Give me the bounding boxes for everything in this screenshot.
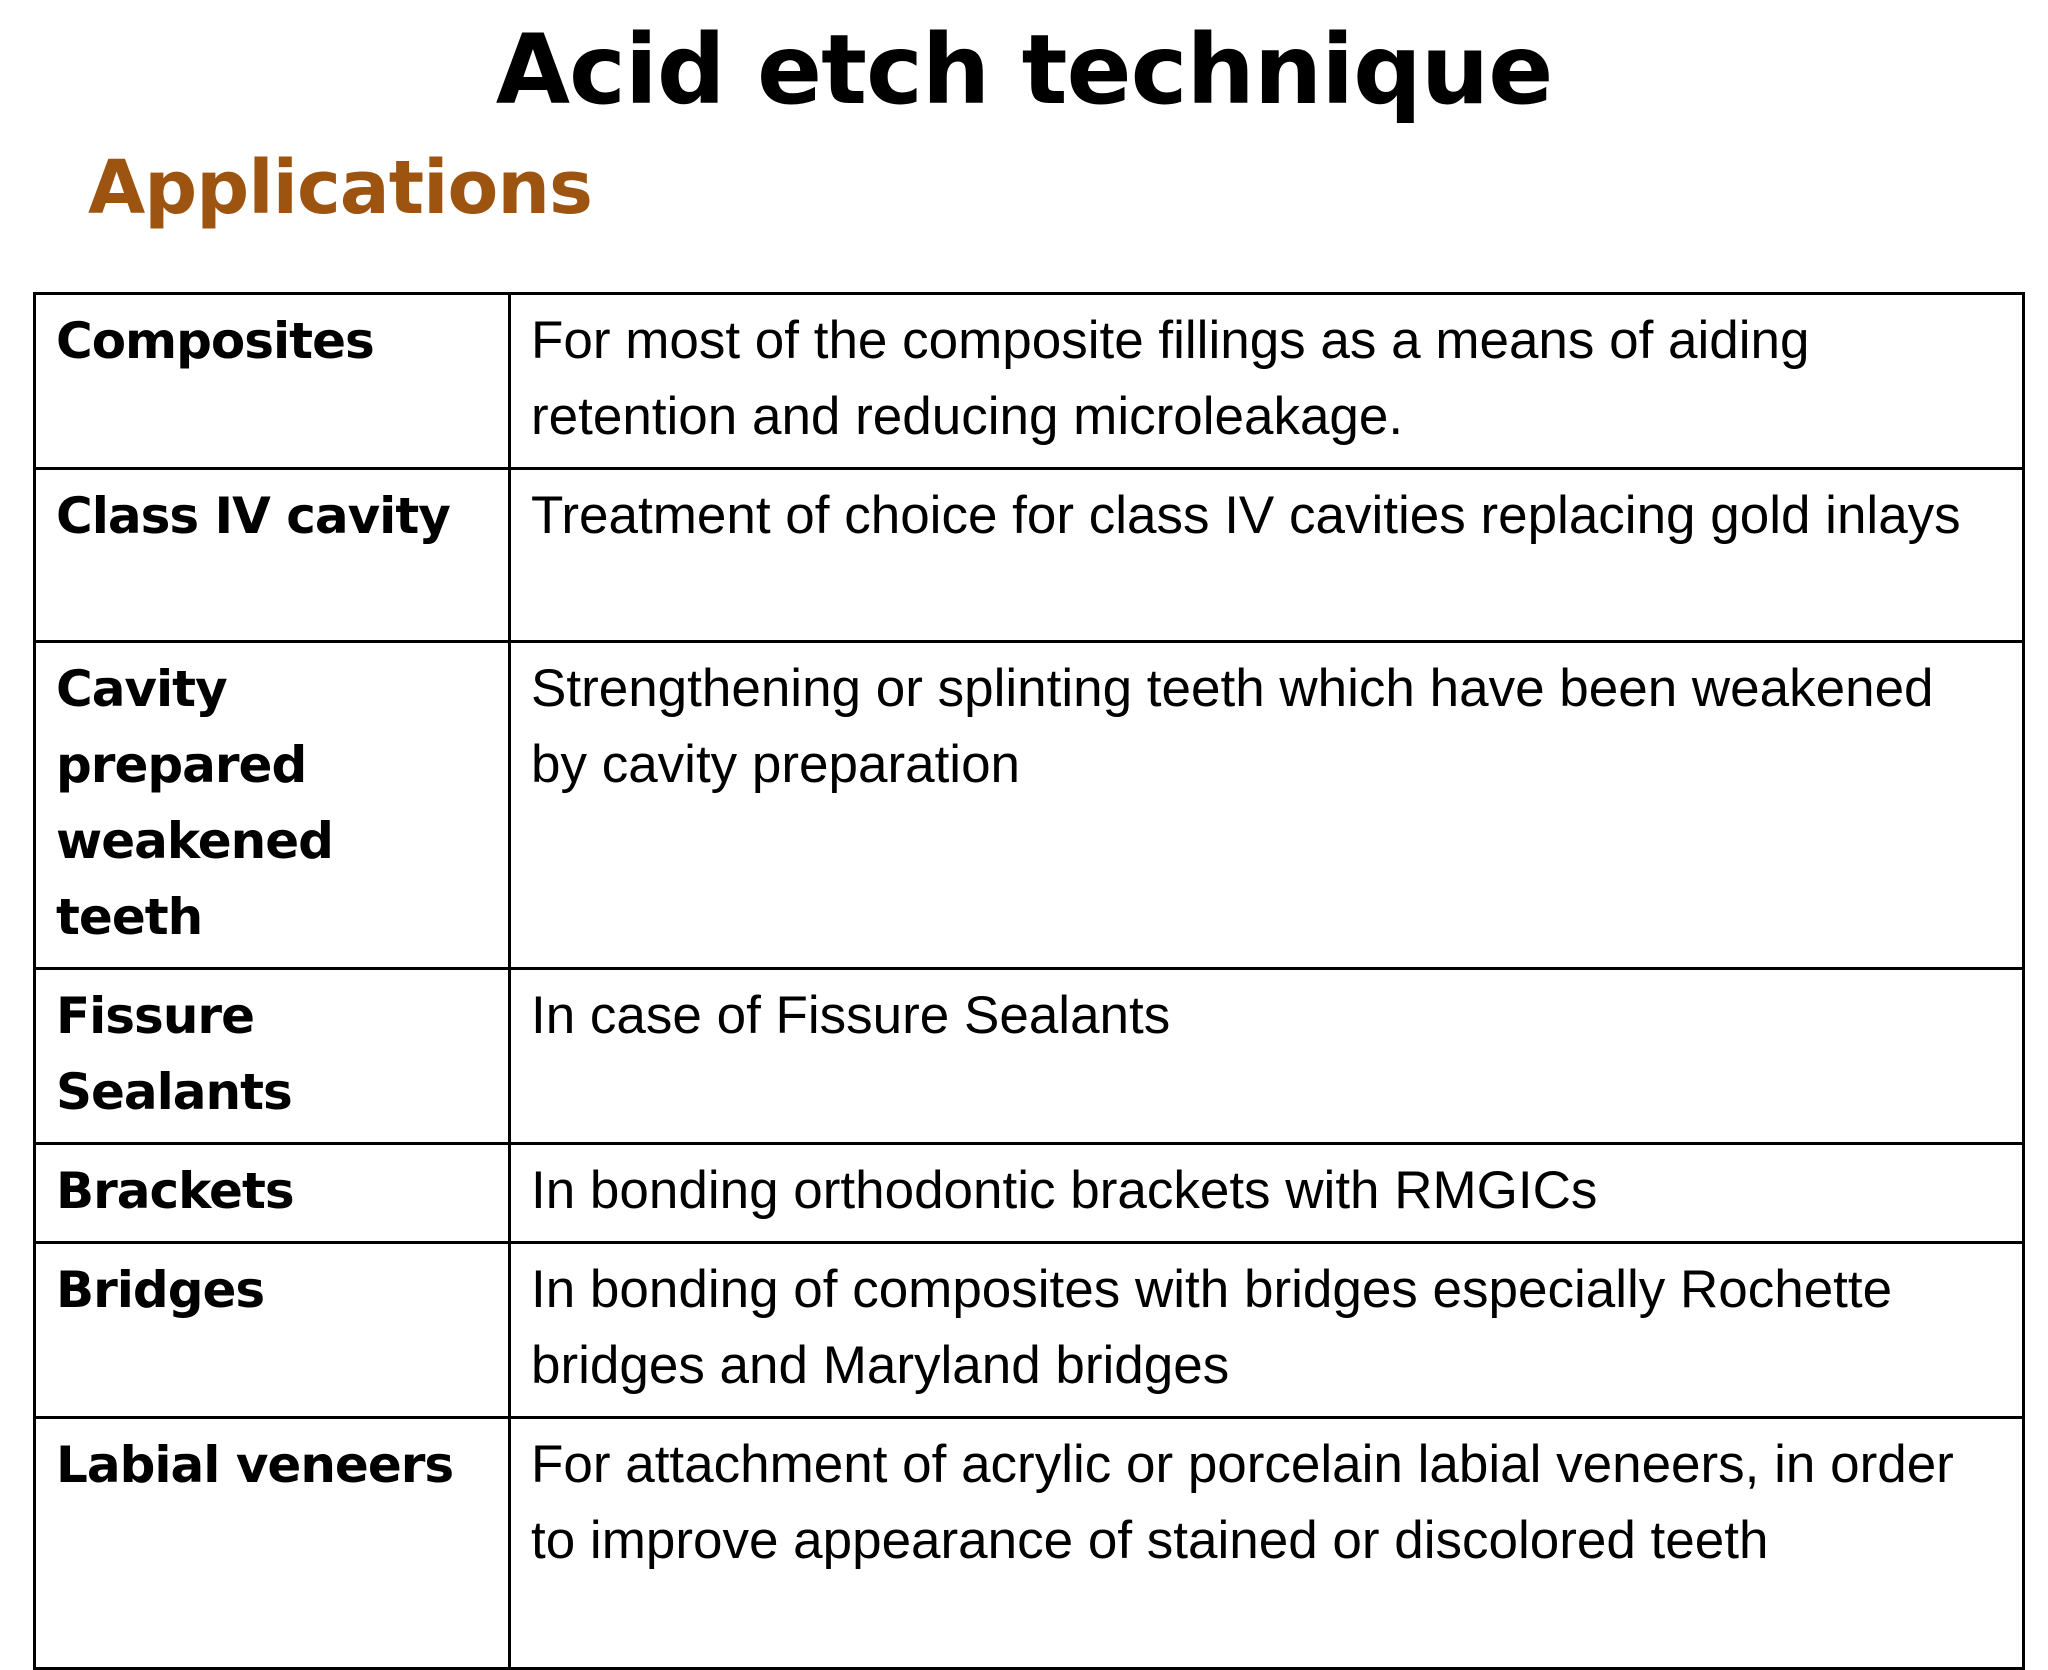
table-row	[35, 1418, 2024, 1669]
table-row	[35, 294, 2024, 469]
table-row	[35, 469, 2024, 642]
table-row	[35, 969, 2024, 1144]
description-cell: In bonding of composites with bridges especially Rochette bridges and Maryland bridges	[510, 1243, 2024, 1418]
description-cell: Treatment of choice for class IV cavities replacing gold inlays	[510, 469, 2024, 642]
description-cell: In case of Fissure Sealants	[510, 969, 2024, 1144]
table-row	[35, 1144, 2024, 1243]
description-cell: Strengthening or splinting teeth which have been weakened by cavity preparation	[510, 642, 2024, 969]
section-heading: Applications	[88, 145, 593, 231]
description-cell: For attachment of acrylic or porcelain labial veneers, in order to improve appearance of stained or discolored teeth	[510, 1418, 2024, 1669]
term-cell: Labial veneers	[35, 1418, 510, 1669]
table-row	[35, 1243, 2024, 1418]
slide-title: Acid etch technique	[495, 14, 1553, 126]
table-row	[35, 642, 2024, 969]
term-cell: Composites	[35, 294, 510, 469]
term-cell: Bridges	[35, 1243, 510, 1418]
applications-table	[33, 292, 2025, 1670]
description-cell: For most of the composite fillings as a means of aiding retention and reducing microleakage.	[510, 294, 2024, 469]
term-cell: Brackets	[35, 1144, 510, 1243]
term-cell: Class IV cavity	[35, 469, 510, 642]
term-cell: Cavity prepared weakened teeth	[35, 642, 510, 969]
description-cell: In bonding orthodontic brackets with RMGICs	[510, 1144, 2024, 1243]
term-cell: Fissure Sealants	[35, 969, 510, 1144]
